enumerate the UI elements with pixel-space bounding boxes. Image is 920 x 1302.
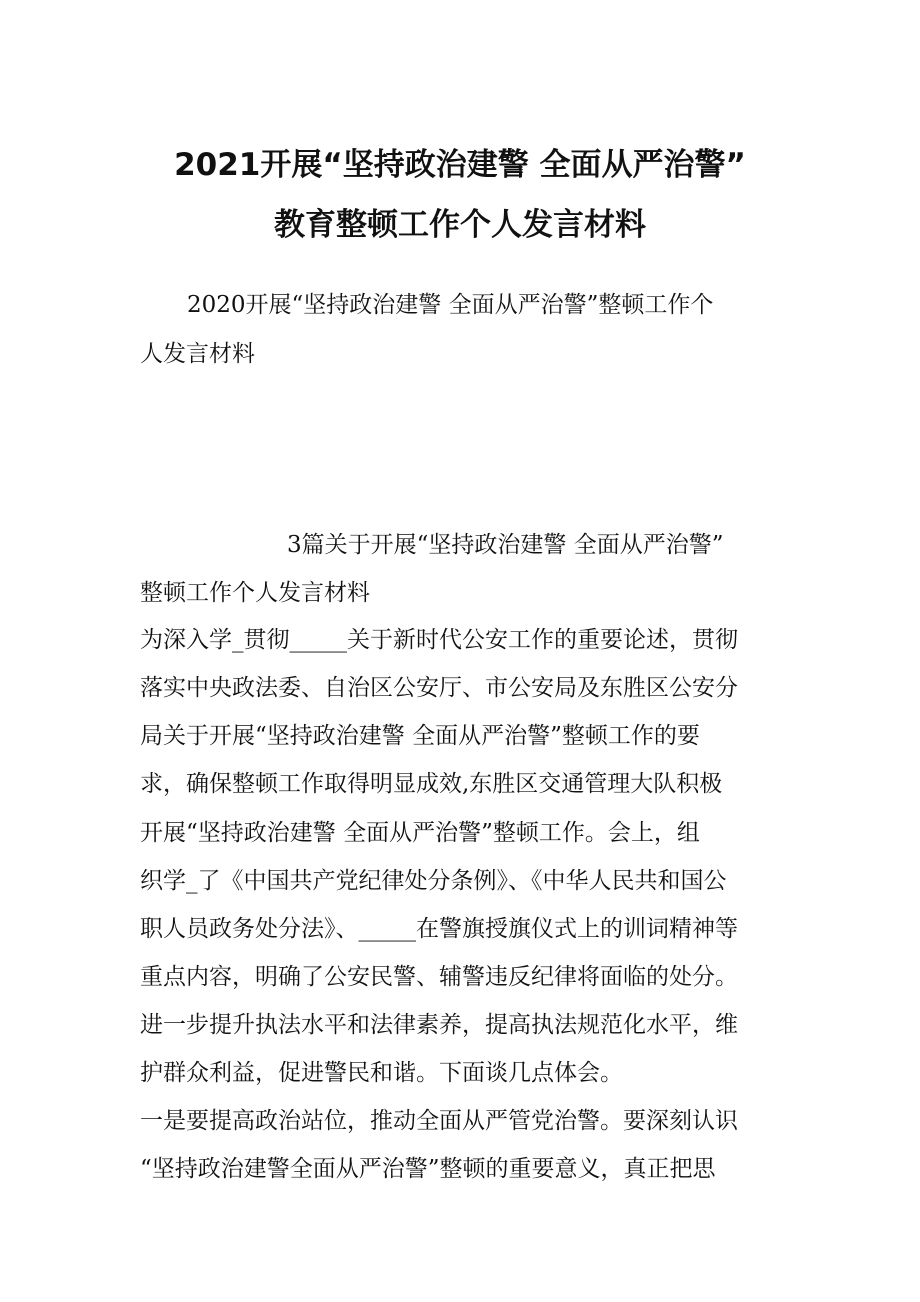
body-line: 为深入学_贯彻_____关于新时代公安工作的重要论述，贯彻 <box>140 627 738 653</box>
document-title-line-2: 教育整顿工作个人发言材料 <box>274 207 646 243</box>
body-line: 求，确保整顿工作取得明显成效,东胜区交通管理大队积极 <box>140 771 723 797</box>
body-line: 进一步提升执法水平和法律素养，提高执法规范化水平，维 <box>140 1012 738 1038</box>
body-line: 落实中央政法委、自治区公安厅、市公安局及东胜区公安分 <box>140 675 738 701</box>
section-heading-line-1: 3篇关于开展“坚持政治建警 全面从严治警” <box>287 532 724 558</box>
body-line: 开展“坚持政治建警 全面从严治警”整顿工作。会上，组 <box>140 820 700 846</box>
body-line: 一是要提高政治站位，推动全面从严管党治警。要深刻认识 <box>140 1108 738 1134</box>
body-line: 护群众利益，促进警民和谐。下面谈几点体会。 <box>140 1060 623 1086</box>
body-line: 局关于开展“坚持政治建警 全面从严治警”整顿工作的要 <box>140 723 700 749</box>
subtitle-line-1: 2020开展“坚持政治建警 全面从严治警”整顿工作个 <box>187 292 714 318</box>
body-line: 重点内容，明确了公安民警、辅警违反纪律将面临的处分。 <box>140 964 738 990</box>
section-heading-line-2: 整顿工作个人发言材料 <box>140 580 370 606</box>
body-line: 职人员政务处分法》、_____在警旗授旗仪式上的训词精神等 <box>140 916 738 942</box>
document-title-line-1: 2021开展“坚持政治建警 全面从严治警” <box>174 147 746 183</box>
subtitle-line-2: 人发言材料 <box>140 341 255 367</box>
body-line: 织学_了《中国共产党纪律处分条例》、《中华人民共和国公 <box>140 868 727 894</box>
body-line: “坚持政治建警全面从严治警”整顿的重要意义，真正把思 <box>140 1156 716 1182</box>
